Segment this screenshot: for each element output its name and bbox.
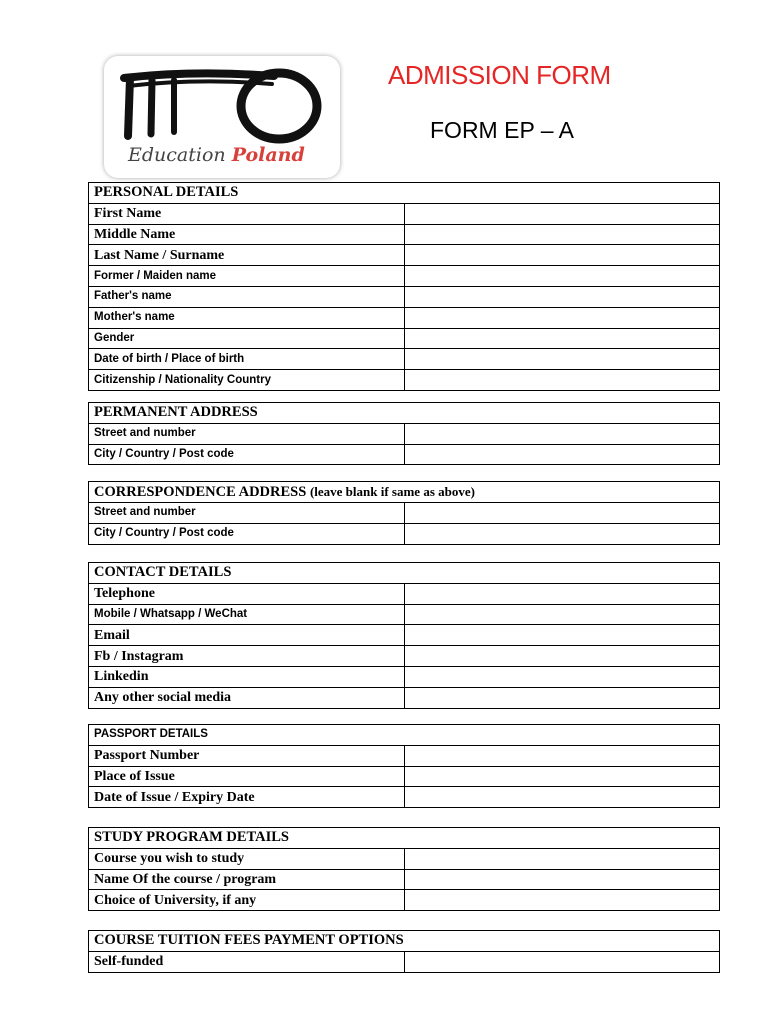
field-label: Self-funded xyxy=(89,951,405,972)
field-label: Choice of University, if any xyxy=(89,890,405,911)
email-input[interactable] xyxy=(404,625,720,646)
section-heading: PERMANENT ADDRESS xyxy=(89,403,720,424)
table-row xyxy=(89,286,720,307)
logo-word-education: Education xyxy=(128,144,226,166)
table-row xyxy=(89,890,720,911)
middle-name-input[interactable] xyxy=(404,224,720,245)
tuition-fees-table xyxy=(88,930,720,973)
program-name-input[interactable] xyxy=(404,869,720,890)
correspondence-street-input[interactable] xyxy=(404,503,720,524)
table-row xyxy=(89,245,720,266)
section-note: (leave blank if same as above) xyxy=(309,484,475,499)
table-row xyxy=(89,523,720,544)
mothers-name-input[interactable] xyxy=(404,307,720,328)
mobile-input[interactable] xyxy=(404,604,720,625)
table-row xyxy=(89,307,720,328)
field-label: Telephone xyxy=(89,583,405,604)
passport-details-table xyxy=(88,724,720,808)
table-row xyxy=(89,745,720,766)
personal-details-table xyxy=(88,182,720,391)
correspondence-address-table xyxy=(88,481,720,545)
course-input[interactable] xyxy=(404,848,720,869)
section-heading: COURSE TUITION FEES PAYMENT OPTIONS xyxy=(89,931,720,952)
passport-number-input[interactable] xyxy=(404,745,720,766)
field-label: Street and number xyxy=(89,423,405,444)
field-label: Mobile / Whatsapp / WeChat xyxy=(89,604,405,625)
table-row xyxy=(89,646,720,667)
table-row xyxy=(89,203,720,224)
field-label: Mother's name xyxy=(89,307,405,328)
gender-input[interactable] xyxy=(404,328,720,349)
citizenship-input[interactable] xyxy=(404,370,720,391)
table-row xyxy=(89,848,720,869)
maiden-name-input[interactable] xyxy=(404,266,720,287)
fathers-name-input[interactable] xyxy=(404,286,720,307)
field-label: Father's name xyxy=(89,286,405,307)
place-of-issue-input[interactable] xyxy=(404,766,720,787)
telephone-input[interactable] xyxy=(404,583,720,604)
section-heading: PERSONAL DETAILS xyxy=(89,183,720,204)
study-program-table xyxy=(88,827,720,911)
section-title: CORRESPONDENCE ADDRESS xyxy=(94,484,307,500)
logo-word-poland: Poland xyxy=(231,144,305,166)
field-label: Citizenship / Nationality Country xyxy=(89,370,405,391)
field-label: Course you wish to study xyxy=(89,848,405,869)
table-row xyxy=(89,224,720,245)
field-label: City / Country / Post code xyxy=(89,444,405,465)
logo xyxy=(104,56,340,178)
field-label: Email xyxy=(89,625,405,646)
form-code: FORM EP – A xyxy=(430,117,575,143)
table-row xyxy=(89,266,720,287)
table-row xyxy=(89,349,720,370)
field-label: Place of Issue xyxy=(89,766,405,787)
table-row xyxy=(89,423,720,444)
field-label: City / Country / Post code xyxy=(89,523,405,544)
table-row xyxy=(89,766,720,787)
table-row xyxy=(89,444,720,465)
table-row xyxy=(89,625,720,646)
contact-details-table xyxy=(88,562,720,709)
field-label: Gender xyxy=(89,328,405,349)
table-row xyxy=(89,666,720,687)
field-label: Linkedin xyxy=(89,666,405,687)
university-choice-input[interactable] xyxy=(404,890,720,911)
table-row xyxy=(89,787,720,808)
table-row xyxy=(89,370,720,391)
permanent-street-input[interactable] xyxy=(404,423,720,444)
section-heading: PASSPORT DETAILS xyxy=(89,725,720,746)
field-label: Street and number xyxy=(89,503,405,524)
field-label: Passport Number xyxy=(89,745,405,766)
permanent-city-input[interactable] xyxy=(404,444,720,465)
correspondence-city-input[interactable] xyxy=(404,523,720,544)
field-label: Any other social media xyxy=(89,687,405,708)
issue-expiry-date-input[interactable] xyxy=(404,787,720,808)
section-heading xyxy=(89,482,720,503)
fb-instagram-input[interactable] xyxy=(404,646,720,667)
table-row xyxy=(89,951,720,972)
field-label: Former / Maiden name xyxy=(89,266,405,287)
table-row xyxy=(89,583,720,604)
field-label: Date of birth / Place of birth xyxy=(89,349,405,370)
first-name-input[interactable] xyxy=(404,203,720,224)
field-label: Middle Name xyxy=(89,224,405,245)
section-heading: CONTACT DETAILS xyxy=(89,563,720,584)
field-label: First Name xyxy=(89,203,405,224)
other-social-input[interactable] xyxy=(404,687,720,708)
birth-date-place-input[interactable] xyxy=(404,349,720,370)
linkedin-input[interactable] xyxy=(404,666,720,687)
field-label: Name Of the course / program xyxy=(89,869,405,890)
last-name-input[interactable] xyxy=(404,245,720,266)
table-row xyxy=(89,869,720,890)
logo-wordmark xyxy=(128,144,305,166)
table-row xyxy=(89,687,720,708)
form-title: ADMISSION FORM xyxy=(388,60,611,90)
field-label: Fb / Instagram xyxy=(89,646,405,667)
table-row xyxy=(89,503,720,524)
self-funded-input[interactable] xyxy=(404,951,720,972)
section-heading: STUDY PROGRAM DETAILS xyxy=(89,828,720,849)
field-label: Date of Issue / Expiry Date xyxy=(89,787,405,808)
field-label: Last Name / Surname xyxy=(89,245,405,266)
permanent-address-table xyxy=(88,402,720,465)
table-row xyxy=(89,604,720,625)
table-row xyxy=(89,328,720,349)
